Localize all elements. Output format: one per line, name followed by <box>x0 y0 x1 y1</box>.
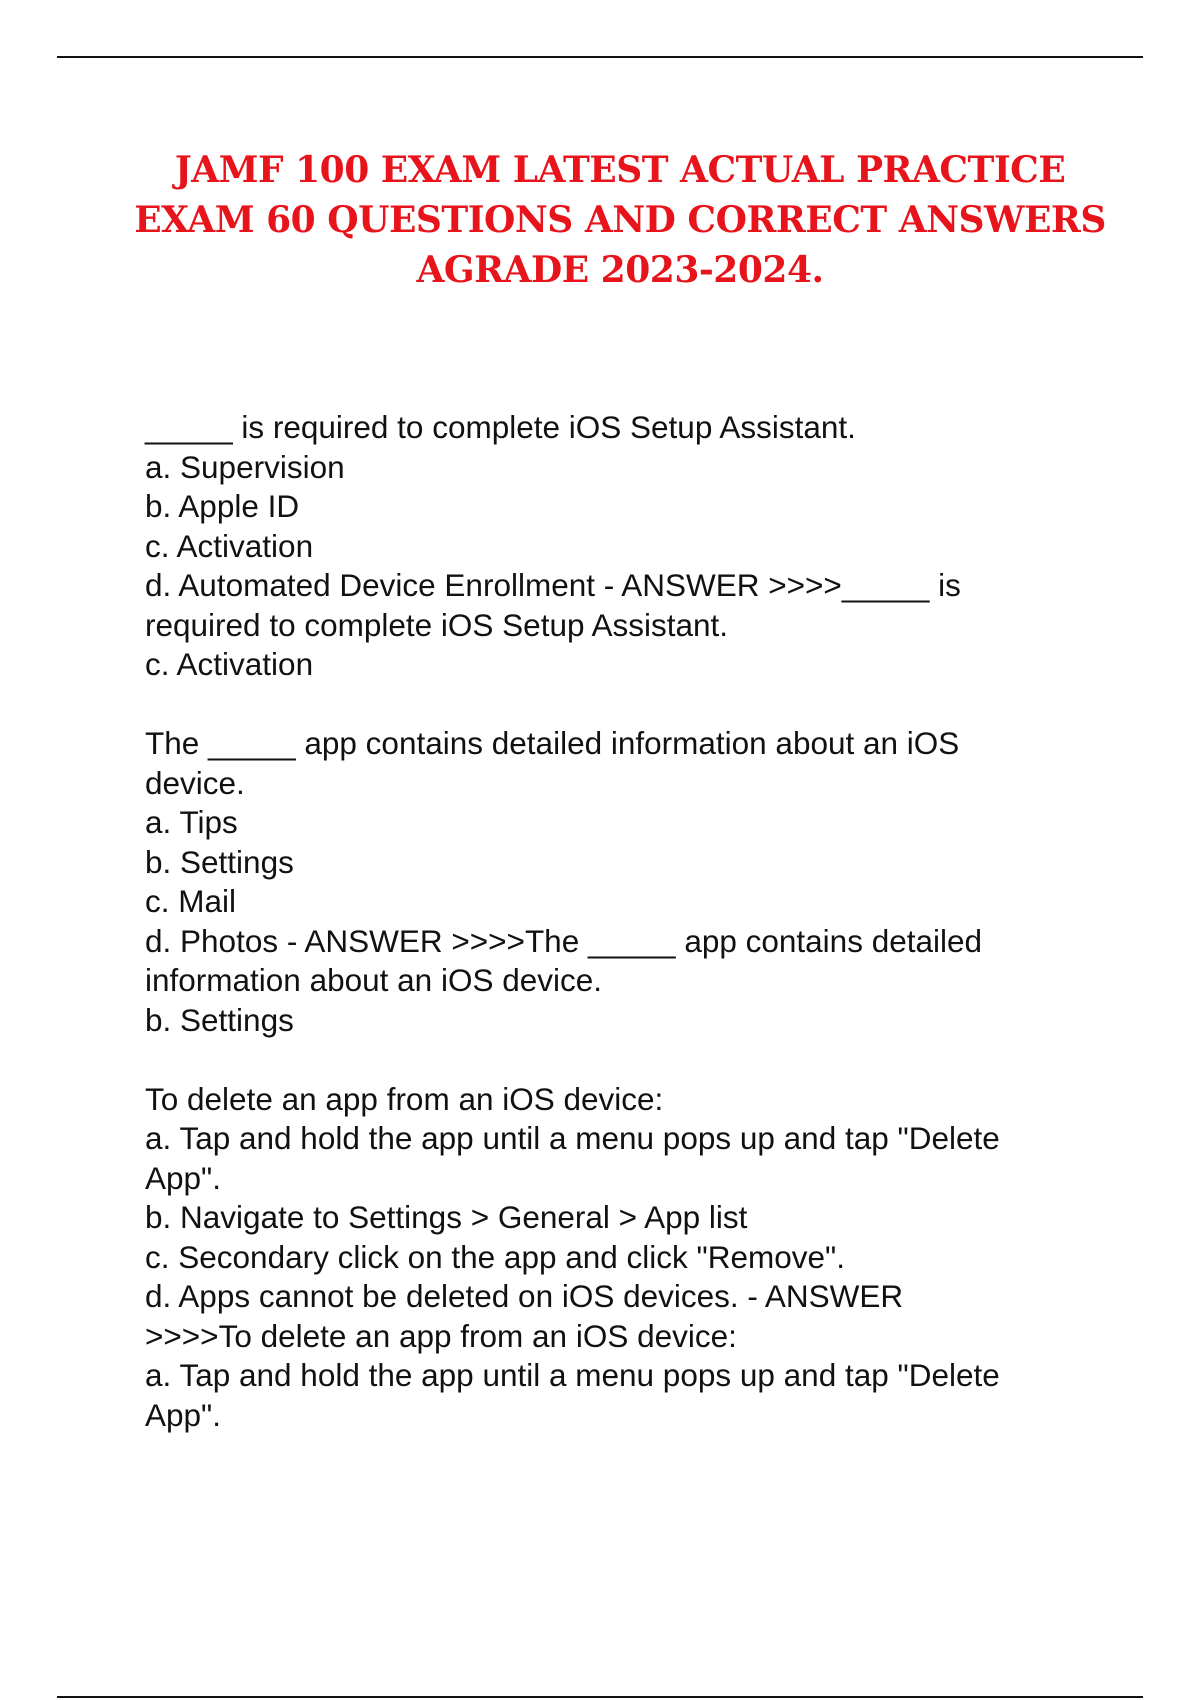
question-line: b. Navigate to Settings > General > App list <box>145 1199 748 1235</box>
question-line: b. Settings <box>145 843 294 880</box>
title-line: AGRADE 2023-2024. <box>416 249 824 291</box>
question-line: b. Apple ID <box>145 488 300 524</box>
question-line: d. Photos - ANSWER >>>>The _____ app contains detailed <box>145 922 983 959</box>
question-block <box>145 724 1095 1040</box>
question-line: _____ is required to complete iOS Setup Assistant. <box>145 409 856 445</box>
question-line: b. Settings <box>145 1001 294 1038</box>
question-list <box>145 408 1095 1475</box>
question-line: required to complete iOS Setup Assistant. <box>145 606 729 643</box>
question-line: c. Activation <box>145 527 314 564</box>
question-line: c. Mail <box>145 883 237 919</box>
question-block <box>145 1080 1095 1436</box>
question-line: information about an iOS device. <box>145 962 603 998</box>
question-line: The _____ app contains detailed information about an iOS <box>145 725 960 761</box>
question-line: >>>>To delete an app from an iOS device: <box>145 1317 737 1354</box>
question-line: App". <box>145 1396 221 1433</box>
document-title <box>120 145 1120 295</box>
title-line: EXAM 60 QUESTIONS AND CORRECT ANSWERS <box>134 199 1106 241</box>
bottom-divider <box>57 1696 1143 1698</box>
top-divider <box>57 56 1143 58</box>
question-line: device. <box>145 764 245 801</box>
question-line: a. Supervision <box>145 448 345 485</box>
title-line: JAMF 100 EXAM LATEST ACTUAL PRACTICE <box>174 149 1066 191</box>
question-line: a. Tips <box>145 804 238 840</box>
question-line: a. Tap and hold the app until a menu pops up and tap "Delete <box>145 1120 1000 1156</box>
question-line: App". <box>145 1159 221 1196</box>
question-line: c. Secondary click on the app and click "Remove". <box>145 1238 845 1275</box>
question-line: d. Apps cannot be deleted on iOS devices. - ANSWER <box>145 1278 904 1314</box>
question-line: d. Automated Device Enrollment - ANSWER >>>>_____ is <box>145 567 961 603</box>
question-line: To delete an app from an iOS device: <box>145 1080 664 1117</box>
question-line: a. Tap and hold the app until a menu pops up and tap "Delete <box>145 1357 1000 1393</box>
question-block <box>145 408 1095 685</box>
question-line: c. Activation <box>145 646 314 682</box>
